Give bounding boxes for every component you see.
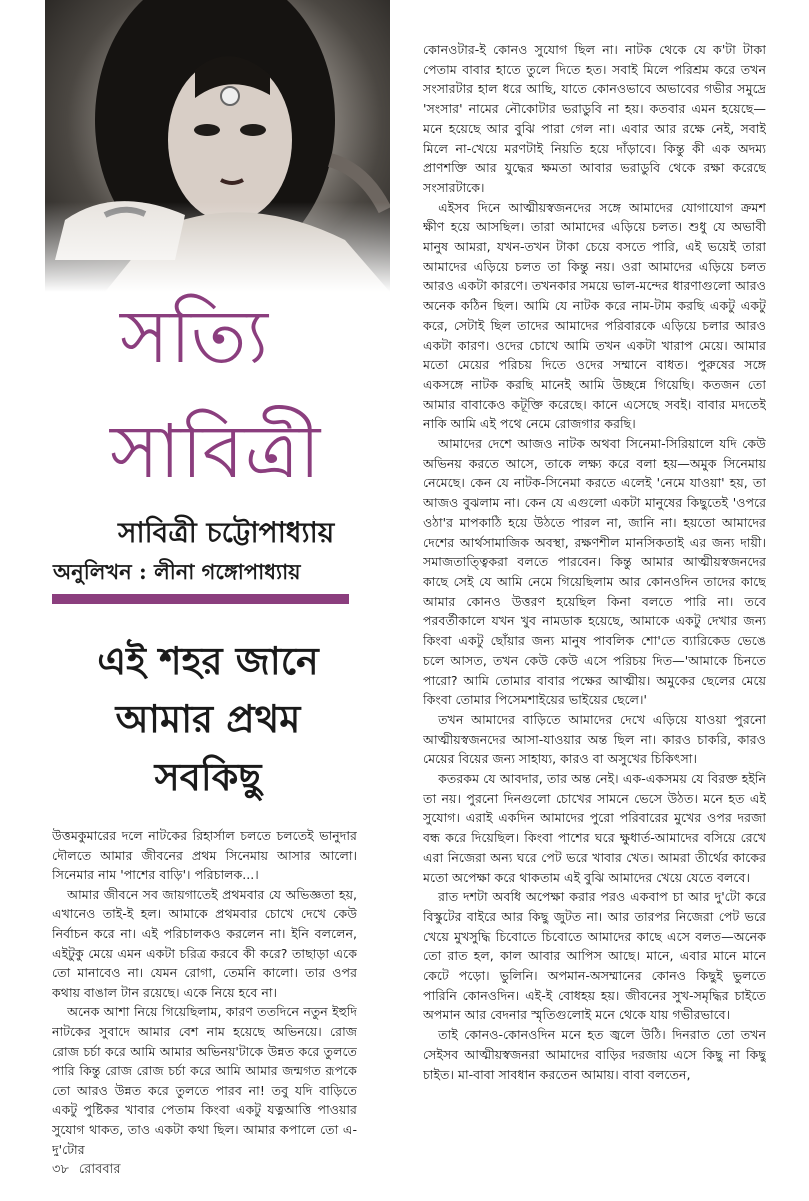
page-number: ৩৮: [52, 1162, 69, 1177]
magazine-name: রোববার: [78, 1162, 121, 1177]
body-column-left: [52, 826, 357, 1156]
title-divider: [52, 594, 349, 604]
serial-title-line-2: সাবিত্রী: [110, 409, 322, 495]
headline-line-2: আমার প্রথম: [115, 696, 301, 741]
portrait-illustration: [45, 0, 390, 292]
author-name: সাবিত্রী চট্টোপাধ্যায়: [118, 516, 335, 549]
paragraph: তখন আমাদের বাড়িতে আমাদের দেখে এড়িয়ে যাওয়া পুরনো আত্মীয়স্বজনদের আসা-যাওয়ার অন্ত ছিল না। কারও চাকরি, কারও মেয়ের বিয়ের জন্য সাহায্য, কারও বা অসুখের চিকিৎসা।: [423, 711, 766, 767]
paragraph: কোনওটার-ই কোনও সুযোগ ছিল না। নাটক থেকে যে ক'টা টাকা পেতাম বাবার হাতে তুলে দিতে হত। সবাই মিলে পরিশ্রম করে তখন সংসারটার হাল ধরে আছি, যাতে কোনওভাবে অভাবের গভীর সমুদ্রে 'সংসার' নামের নৌকোটার ভরাডুবি না হয়। কতবার এমন হয়েছে—মনে হয়েছে আর বুঝি পারা গেল না। এবার আর রক্ষে নেই, সবাই মিলে না-খেয়ে মরণটাই নিয়তি হয়ে দাঁড়াবে। কিন্তু কী এক অদম্য প্রাণশক্তি আর যুদ্ধের ক্ষমতা আবার ভরাডুবি থেকে রক্ষা করেছে সংসারটাকে।: [423, 42, 766, 195]
paragraph: এইসব দিনে আত্মীয়স্বজনদের সঙ্গে আমাদের যোগাযোগ ক্রমশ ক্ষীণ হয়ে আসছিল। তারা আমাদের এড়িয়ে চলত। শুধু যে অভাবী মানুষ আমরা, যখন-তখন টাকা চেয়ে বসতে পারি, এই ভয়েই তারা আমাদের এড়িয়ে চলত তা কিন্তু নয়। ওরা আমাদের এড়িয়ে চলত আরও একটা কারণে। তখনকার সময়ে ভাল-মন্দের ধারণাগুলো আরও অনেক কঠিন ছিল। আমি যে নাটক করে নাম-টাম করছি একটু একটু করে, সেটাই ছিল তাদের আমাদের পরিবারকে এড়িয়ে চলার আরও একটা কারণ। ওদের চোখে আমি তখন একটা খারাপ মেয়ে। আমার মতো মেয়ের পরিচয় দিতে ওদের সম্মানে বাধত। পুরুষের সঙ্গে একসঙ্গে নাটক করছি মানেই আমি উচ্ছন্নে গিয়েছি। কতজন তো আমার বাবাকেও কটূক্তি করেছে। কানে এসেছে সবই। বাবার মদতেই নাকি আমি এই পথে নেমে রোজগার করছি।: [423, 199, 766, 432]
paragraph: তাই কোনও-কোনওদিন মনে হত জ্বলে উঠি। দিনরাত তো তখন সেইসব আত্মীয়স্বজনরা আমাদের বাড়ির দরজায় এসে কিছু না কিছু চাইত। মা-বাবা সাবধান করতেন আমায়। বাবা বলতেন,: [423, 1027, 766, 1082]
body-column-right: [423, 40, 766, 1160]
paragraph: কতরকম যে আবদার, তার অন্ত নেই। এক-একসময় যে বিরক্ত হইনি তা নয়। পুরনো দিনগুলো চোখের সামনে ভেসে উঠত। মনে হত এই সুযোগ। এরাই একদিন আমাদের পুরো পরিবারের মুখের ওপর দরজা বন্ধ করে দিয়েছিল। কিংবা পাশের ঘরে ক্ষুধার্ত-আমাদের বসিয়ে রেখে এরা নিজেরা অন্য ঘরে পেট ভরে খাবার খেত। আমরা তীর্থের কাকের মতো অপেক্ষা করে থাকতাম এই বুঝি আমাদের খেয়ে যেতে বলবে।: [423, 771, 766, 885]
chapter-headline: [58, 632, 358, 806]
paragraph: অনেক আশা নিয়ে গিয়েছিলাম, কারণ ততদিনে নতুন ইহুদি নাটকের সুবাদে আমার বেশ নাম হয়েছে অভিনয়ে। রোজ রোজ চর্চা করে আমি আমার অভিনয়'টাকে উন্নত করে তুলতে পারি কিন্তু রোজ রোজ চর্চা করে আমি আমার জন্মগত রূপকে তো আরও উন্নত করে তুলতে পারব না! তবু যদি বাড়িতে একটু পুষ্টিকর খাবার পেতাম কিংবা একটু যত্নআত্তি পাওয়ার সুযোগ থাকত, তাও একটা কথা ছিল। আমার কপালে তো এ-দু'টোর: [52, 1004, 357, 1156]
paragraph: উত্তমকুমারের দলে নাটকের রিহার্সাল চলতে চলতেই ভানুদার দৌলতে আমার জীবনের প্রথম সিনেমায় আসার আলো। সিনেমার নাম 'পাশের বাড়ি'। পরিচালক...।: [52, 828, 357, 883]
serial-title-line-1: সত্যি: [120, 294, 270, 380]
paragraph: আমার জীবনে সব জায়গাতেই প্রথমবার যে অভিজ্ঞতা হয়, এখানেও তাই-ই হল। আমাকে প্রথমবার চোখে দেখে কেউ নির্বাচন করে না। এই পরিচালকও করলেন না। ইনি বললেন, এইটুকু মেয়ে এমন একটা চরিত্র করবে কী করে? তাছাড়া একে তো মানাবেও না। যেমন রোগা, তেমনি কালো। তার ওপর কথায় বাঙাল টান রয়েছে। একে নিয়ে হবে না।: [52, 886, 357, 1000]
paragraph: রাত দশটা অবধি অপেক্ষা করার পরও একবাপ চা আর দু'টো করে বিস্কুটের বাইরে আর কিছু জুটত না। আর তারপর নিজেরা পেট ভরে খেয়ে মুখসুদ্ধি চিবোতে চিবোতে আমাদের কাছে এসে বলত—অনেক তো রাত হল, কাল আবার আপিস আছে। মানে, এবার মানে মানে কেটে পড়ো। ভুলিনি। অপমান-অসম্মানের কোনও কিছুই ভুলতে পারিনি কোনওদিন। এই-ই বোধহয় হয়। জীবনের সুখ-সমৃদ্ধির চাইতে অপমান আর বেদনার স্মৃতিগুলোই মনে থেকে যায় গভীরভাবে।: [423, 889, 766, 1023]
transcriber-credit: অনুলিখন : লীনা গঙ্গোপাধ্যায়: [53, 559, 301, 584]
page-footer: [52, 1160, 120, 1181]
headline-line-3: সবকিছু: [154, 754, 262, 799]
headline-line-1: এই শহর জানে: [97, 638, 319, 683]
portrait-photo: [45, 0, 390, 292]
paragraph: আমাদের দেশে আজও নাটক অথবা সিনেমা-সিরিয়ালে যদি কেউ অভিনয় করতে আসে, তাকে লক্ষ্য করে বলা হয়—অমুক সিনেমায় নেমেছে। কেন যে নাটক-সিনেমা করতে এলেই 'নেমে যাওয়া' হয়, তা আজও বুঝলাম না। কেন যে এগুলো একটা মানুষের কিছুতেই 'ওপরে ওঠা'র মাপকাঠি হয়ে উঠতে পারল না, জানি না। হয়তো আমাদের দেশের আর্থসামাজিক অবস্থা, রক্ষণশীল মানসিকতাই এর জন্য দায়ী। সমাজতাত্ত্বিকরা বলতে পারবেন। কিন্তু আমার আত্মীয়স্বজনদের কাছে সেই যে আমি নেমে গিয়েছিলাম আর কোনওদিন তাদের কাছে আমার কোনও উত্তরণ হয়েছিল কিনা বলতে পারি না। তবে পরবর্তীকালে যখন খুব নামডাক হয়েছে, আমাকে একটু দেখার জন্য কিংবা একটু ছোঁয়ার জন্য মানুষ পাবলিক শো'তে ব্যারিকেড ভেঙে চলে আসত, তখন কেউ কেউ এসে পরিচয় দিত—'আমাকে চিনতে পারো? আমি তোমার বাবার পক্ষের আত্মীয়। অমুকের ছেলের মেয়ে কিংবা তোমার পিসেমশাইয়ের ভাইয়ের ছেলে।': [423, 436, 766, 708]
